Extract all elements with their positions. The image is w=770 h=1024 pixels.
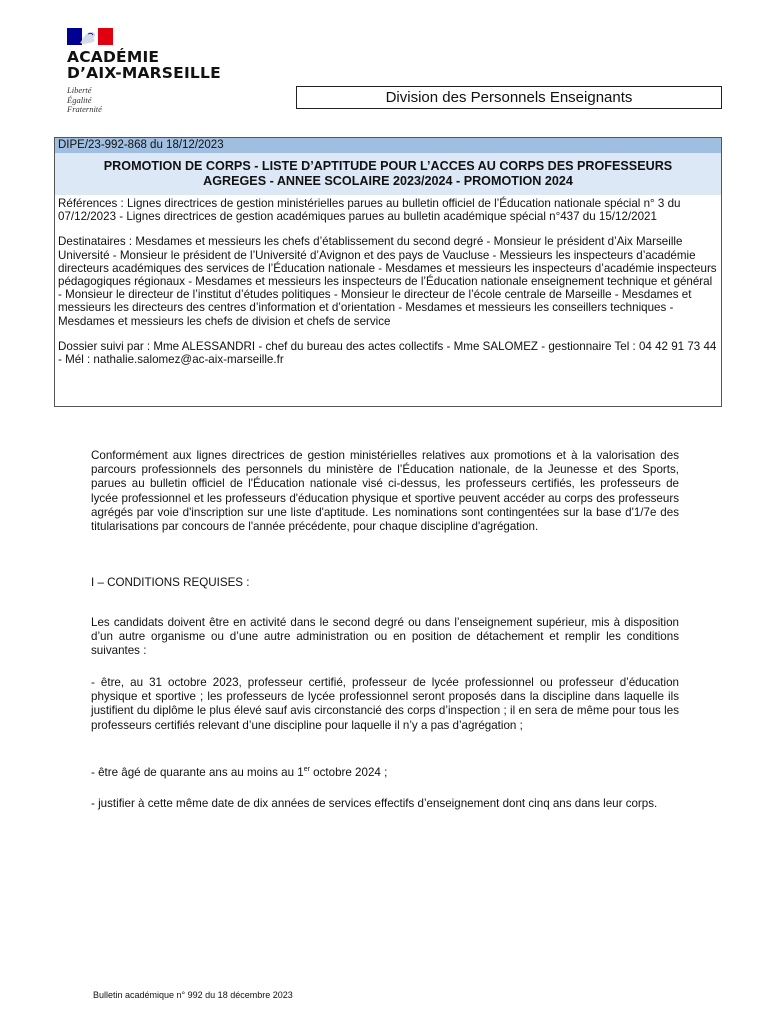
- academie-logo: [67, 28, 237, 115]
- condition2-before: - être âgé de quarante ans au moins au 1: [91, 766, 304, 779]
- motto-fraternite: Fraternité: [67, 104, 102, 114]
- marianne-flag-icon: [67, 28, 113, 45]
- condition2-after: octobre 2024 ;: [309, 766, 388, 779]
- logo-line2: D’AIX-MARSEILLE: [67, 64, 221, 82]
- info-box: [54, 137, 722, 407]
- info-body: [55, 195, 721, 366]
- condition2-text: [91, 766, 679, 780]
- title-line1: PROMOTION DE CORPS - LISTE D’APTITUDE POUR L’ACCES AU CORPS DES PROFESSEURS: [103, 159, 673, 173]
- condition-item-2: [91, 766, 679, 780]
- conditions-intro: [91, 616, 679, 659]
- destinataires-text: Destinataires : Mesdames et messieurs les chefs d’établissement du second degré - Monsieur le président d’Aix Marseille Université - Monsieur le président de l’Université d’Avignon et des pays de Vaucluse - Messieurs les inspecteurs d’académie directeurs académiques des services de l’Éducation nationale - Mesdames et messieurs les inspecteurs d’académie inspecteurs pédagogiques régionaux - Mesdames et messieurs les inspecteurs de l’Éducation nationale enseignement technique et général - Monsieur le directeur de l’institut d’études politiques - Monsieur le directeur de l’école centrale de Marseille - Mesdames et messieurs les directeurs des centres d’information et d’orientation - Mesdames et messieurs les conseillers techniques - Mesdames et messieurs les chefs de division et chefs de service: [58, 235, 717, 328]
- reference-number: DIPE/23-992-868 du 18/12/2023: [55, 138, 721, 153]
- title-line2: AGREGES - ANNEE SCOLAIRE 2023/2024 - PROMOTION 2024: [203, 174, 573, 188]
- references-text: Références : Lignes directrices de gestion ministérielles parues au bulletin officiel de l’Éducation nationale spécial n° 3 du 07/12/2023 - Lignes directrices de gestion académiques parues au bulletin académique spécial n°437 du 15/12/2021: [58, 197, 681, 224]
- motto-liberte: Liberté: [67, 85, 92, 95]
- section-title: I – CONDITIONS REQUISES :: [91, 576, 250, 589]
- section-heading: [91, 576, 679, 590]
- condition3-text: - justifier à cette même date de dix années de services effectifs d’enseignement dont cinq ans dans leur corps.: [91, 797, 658, 810]
- condition-item-3: [91, 797, 679, 811]
- republic-motto: [67, 86, 237, 115]
- condition2-superscript: er: [303, 766, 310, 774]
- intro-text: Conformément aux lignes directrices de gestion ministérielles relatives aux promotions et à la valorisation des parcours professionnels des personnels du ministère de l’Éducation nationale, de la Jeunesse et des Sports, parues au bulletin officiel de l'Éducation nationale visé ci-dessus, les professeurs certifiés, les professeurs de lycée professionnel et les professeurs d'éducation physique et sportive peuvent accéder au corps des professeurs agrégés par voie d'inscription sur une liste d'aptitude. Les nominations sont contingentées sur la base d'1/7e des titularisations par concours de l'année précédente, pour chaque discipline d'agrégation.: [91, 449, 679, 534]
- document-title: [55, 153, 721, 195]
- condition-item-1: [91, 676, 679, 733]
- logo-title: [67, 49, 237, 81]
- division-title: Division des Personnels Enseignants: [296, 86, 722, 109]
- conditions-intro-text: Les candidats doivent être en activité dans le second degré ou dans l’enseignement supérieur, mis à disposition d’un autre organisme ou d’une autre administration ou en position de détachement et remplir les conditions suivantes :: [91, 616, 679, 658]
- page-footer: Bulletin académique n° 992 du 18 décembre 2023: [93, 990, 293, 1000]
- condition1-text: - être, au 31 octobre 2023, professeur certifié, professeur de lycée professionnel ou professeur d’éducation physique et sportive ; les professeurs de lycée professionnel seront proposés dans la discipline dans laquelle ils justifient du diplôme le plus élevé sauf avis circonstancié des corps d’inspection ; il en sera de même pour tous les professeurs certifiés relevant d’une discipline pour laquelle il n’y a pas d’agrégation ;: [91, 676, 679, 732]
- intro-paragraph: [91, 449, 679, 534]
- dossier-text: Dossier suivi par : Mme ALESSANDRI - chef du bureau des actes collectifs - Mme SALOMEZ - gestionnaire Tel : 04 42 91 73 44 - Mél : nathalie.salomez@ac-aix-marseille.fr: [58, 339, 717, 367]
- motto-egalite: Égalité: [67, 94, 92, 105]
- logo-line1: ACADÉMIE: [67, 48, 160, 66]
